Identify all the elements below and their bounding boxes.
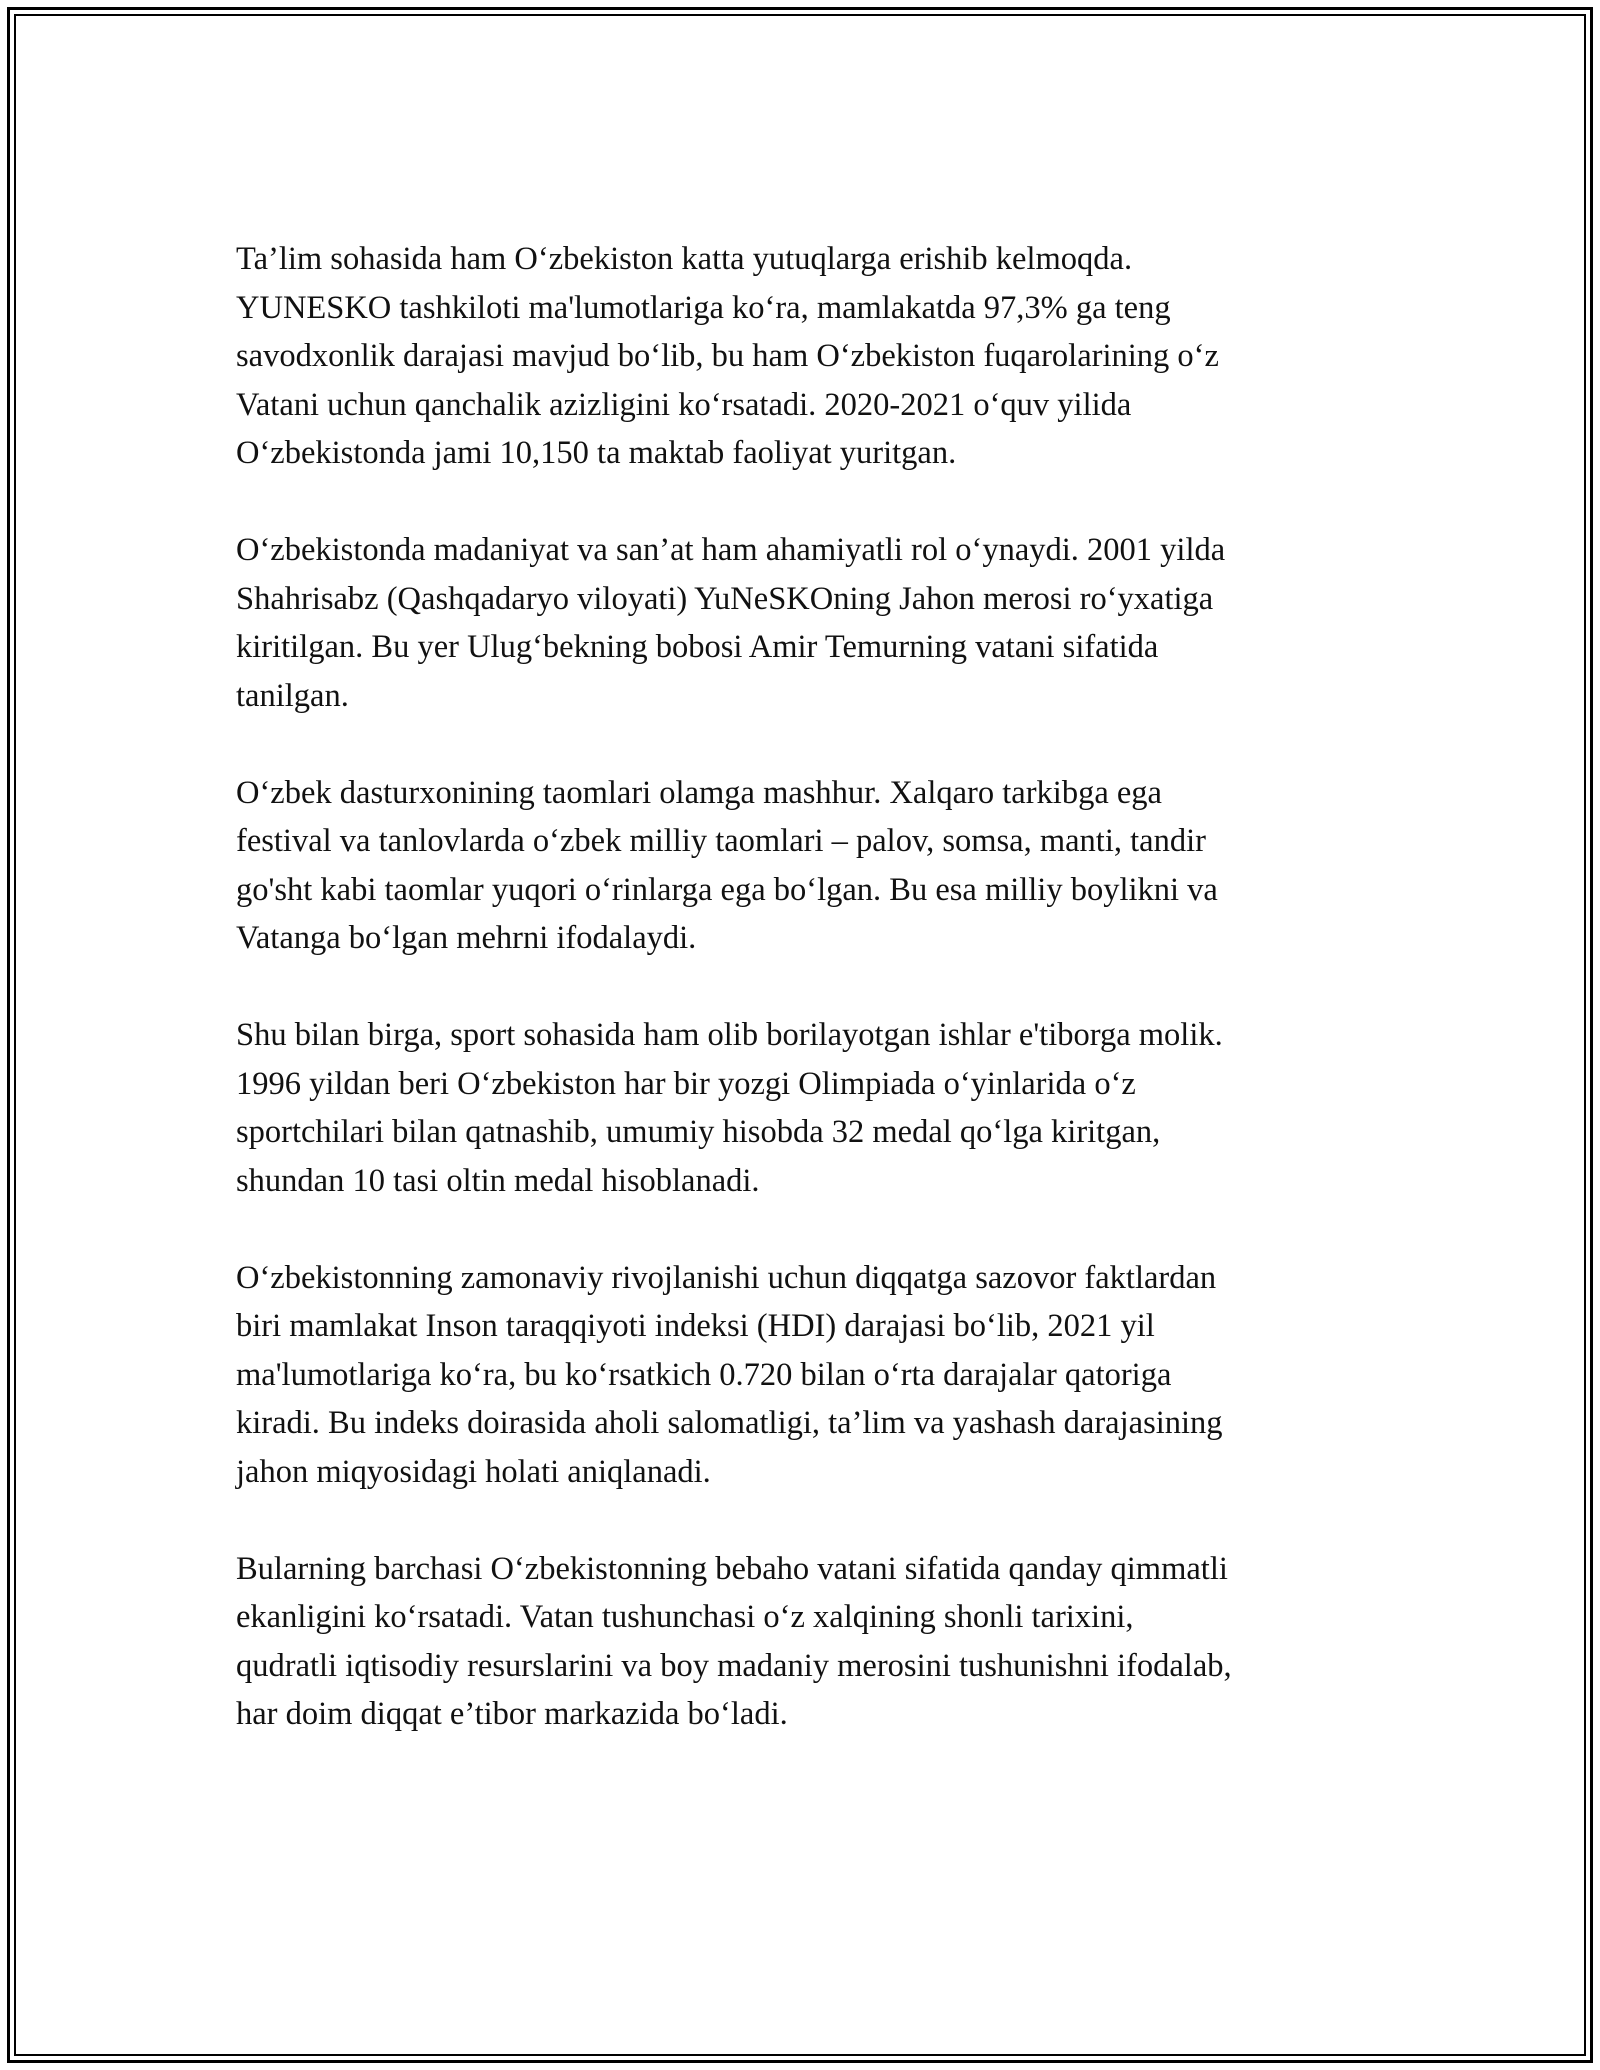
text-line: har doim diqqat e’tibor markazida bo‘ladi. bbox=[236, 1696, 788, 1732]
text-line: Shahrisabz (Qashqadaryo viloyati) YuNeSKOning Jahon merosi ro‘yxatiga bbox=[236, 580, 1214, 617]
text-line: tanilgan. bbox=[236, 677, 349, 714]
text-line: Vatanga bo‘lgan mehrni ifodalaydi. bbox=[236, 920, 697, 956]
text-line: kiradi. Bu indeks doirasida aholi salomatligi, ta’lim va yashash darajasining bbox=[236, 1405, 1223, 1441]
text-line: go'sht kabi taomlar yuqori o‘rinlarga ega bo‘lgan. Bu esa milliy boylikni va bbox=[236, 871, 1218, 908]
text-line: kiritilgan. Bu yer Ulug‘bekning bobosi Amir Temurning vatani sifatida bbox=[236, 629, 1159, 665]
paragraph-sport bbox=[236, 1011, 1366, 1205]
text-line: O‘zbekistonda madaniyat va san’at ham ahamiyatli rol o‘ynaydi. 2001 yilda bbox=[236, 532, 1226, 568]
text-line: O‘zbekistonning zamonaviy rivojlanishi uchun diqqatga sazovor faktlardan bbox=[236, 1259, 1217, 1296]
text-line: jahon miqyosidagi holati aniqlanadi. bbox=[236, 1453, 711, 1490]
paragraph-culture bbox=[236, 526, 1366, 720]
text-line: Shu bilan birga, sport sohasida ham olib borilayotgan ishlar e'tiborga molik. bbox=[236, 1017, 1223, 1053]
paragraph-conclusion bbox=[236, 1545, 1366, 1739]
text-line: festival va tanlovlarda o‘zbek milliy taomlari – palov, somsa, manti, tandir bbox=[236, 823, 1206, 859]
paragraph-development bbox=[236, 1254, 1366, 1497]
text-line: Vatani uchun qanchalik azizligini ko‘rsatadi. 2020-2021 o‘quv yilida bbox=[236, 386, 1132, 423]
text-line: shundan 10 tasi oltin medal hisoblanadi. bbox=[236, 1162, 760, 1199]
text-line: qudratli iqtisodiy resurslarini va boy madaniy merosini tushunishni ifodalab, bbox=[236, 1647, 1232, 1684]
text-line: Bularning barchasi O‘zbekistonning bebaho vatani sifatida qanday qimmatli bbox=[236, 1550, 1228, 1587]
text-line: Ta’lim sohasida ham O‘zbekiston katta yutuqlarga erishib kelmoqda. bbox=[236, 241, 1133, 277]
text-line: O‘zbekistonda jami 10,150 ta maktab faoliyat yuritgan. bbox=[236, 435, 957, 471]
text-line: YUNESKO tashkiloti ma'lumotlariga ko‘ra, mamlakatda 97,3% ga teng bbox=[236, 289, 1171, 326]
paragraph-cuisine bbox=[236, 769, 1366, 963]
text-line: savodxonlik darajasi mavjud bo‘lib, bu ham O‘zbekiston fuqarolarining o‘z bbox=[236, 338, 1219, 374]
text-line: ekanligini ko‘rsatadi. Vatan tushunchasi o‘z xalqining shonli tarixini, bbox=[236, 1599, 1134, 1635]
text-line: 1996 yildan beri O‘zbekiston har bir yozgi Olimpiada o‘yinlarida o‘z bbox=[236, 1065, 1136, 1102]
paragraph-education bbox=[236, 235, 1366, 478]
text-line: sportchilari bilan qatnashib, umumiy hisobda 32 medal qo‘lga kiritgan, bbox=[236, 1114, 1161, 1150]
text-line: O‘zbek dasturxonining taomlari olamga mashhur. Xalqaro tarkibga ega bbox=[236, 774, 1162, 811]
page-content bbox=[236, 235, 1366, 1787]
text-line: biri mamlakat Inson taraqqiyoti indeksi (HDI) darajasi bo‘lib, 2021 yil bbox=[236, 1308, 1155, 1344]
text-line: ma'lumotlariga ko‘ra, bu ko‘rsatkich 0.720 bilan o‘rta darajalar qatoriga bbox=[236, 1356, 1172, 1393]
